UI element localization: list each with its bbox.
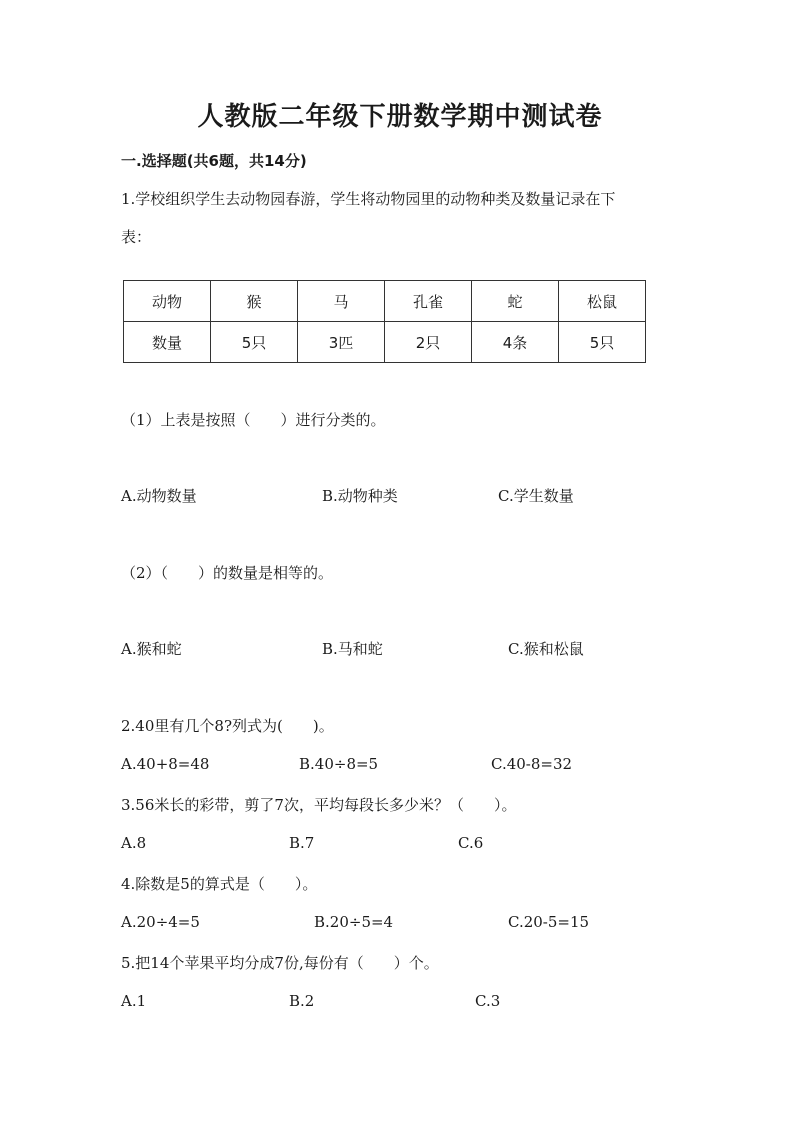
- option-a[interactable]: A.猴和蛇: [121, 640, 182, 658]
- question-1-stem-line-1: 1.学校组织学生去动物园春游，学生将动物园里的动物种类及数量记录在下: [121, 190, 616, 208]
- option-b[interactable]: B.2: [289, 992, 315, 1010]
- question-1-sub-2-stem: （2）（ ）的数量是相等的。: [121, 564, 334, 582]
- section-header: 一.选择题(共6题，共14分): [121, 152, 307, 170]
- table-row: [124, 322, 646, 363]
- table-cell: 3匹: [298, 322, 385, 363]
- question-5-stem: 5.把14个苹果平均分成7份,每份有（ ）个。: [121, 954, 439, 972]
- option-b[interactable]: B.马和蛇: [322, 640, 383, 658]
- option-c[interactable]: C.40-8=32: [491, 755, 573, 773]
- option-a[interactable]: A.动物数量: [121, 487, 197, 505]
- option-a[interactable]: A.1: [121, 992, 147, 1010]
- question-1-sub-1-stem: （1）上表是按照（ ）进行分类的。: [121, 411, 386, 429]
- option-c[interactable]: C.学生数量: [498, 487, 574, 505]
- animal-table: [123, 280, 646, 363]
- table-cell: 孔雀: [385, 281, 472, 322]
- option-a[interactable]: A.20÷4=5: [121, 913, 200, 931]
- option-c[interactable]: C.20-5=15: [508, 913, 590, 931]
- table-cell: 动物: [124, 281, 211, 322]
- table-cell: 马: [298, 281, 385, 322]
- table-cell: 猴: [211, 281, 298, 322]
- table-cell: 2只: [385, 322, 472, 363]
- question-2-stem: 2.40里有几个8?列式为( )。: [121, 717, 334, 735]
- question-4-stem: 4.除数是5的算式是（ ）。: [121, 875, 318, 893]
- option-c[interactable]: C.3: [475, 992, 501, 1010]
- option-b[interactable]: B.20÷5=4: [314, 913, 394, 931]
- option-c[interactable]: C.猴和松鼠: [508, 640, 584, 658]
- page-title: 人教版二年级下册数学期中测试卷: [197, 102, 603, 132]
- question-3-stem: 3.56米长的彩带，剪了7次，平均每段长多少米？（ ）。: [121, 796, 517, 814]
- table-cell: 4条: [472, 322, 559, 363]
- option-a[interactable]: A.40+8=48: [121, 755, 210, 773]
- option-a[interactable]: A.8: [121, 834, 147, 852]
- option-b[interactable]: B.7: [289, 834, 315, 852]
- table-cell: 5只: [211, 322, 298, 363]
- option-b[interactable]: B.动物种类: [322, 487, 398, 505]
- question-1-stem-line-2: 表：: [121, 228, 152, 246]
- option-c[interactable]: C.6: [458, 834, 484, 852]
- table-cell: 松鼠: [559, 281, 646, 322]
- table-cell: 5只: [559, 322, 646, 363]
- table-cell: 蛇: [472, 281, 559, 322]
- option-b[interactable]: B.40÷8=5: [299, 755, 379, 773]
- table-cell: 数量: [124, 322, 211, 363]
- table-header-row: [124, 281, 646, 322]
